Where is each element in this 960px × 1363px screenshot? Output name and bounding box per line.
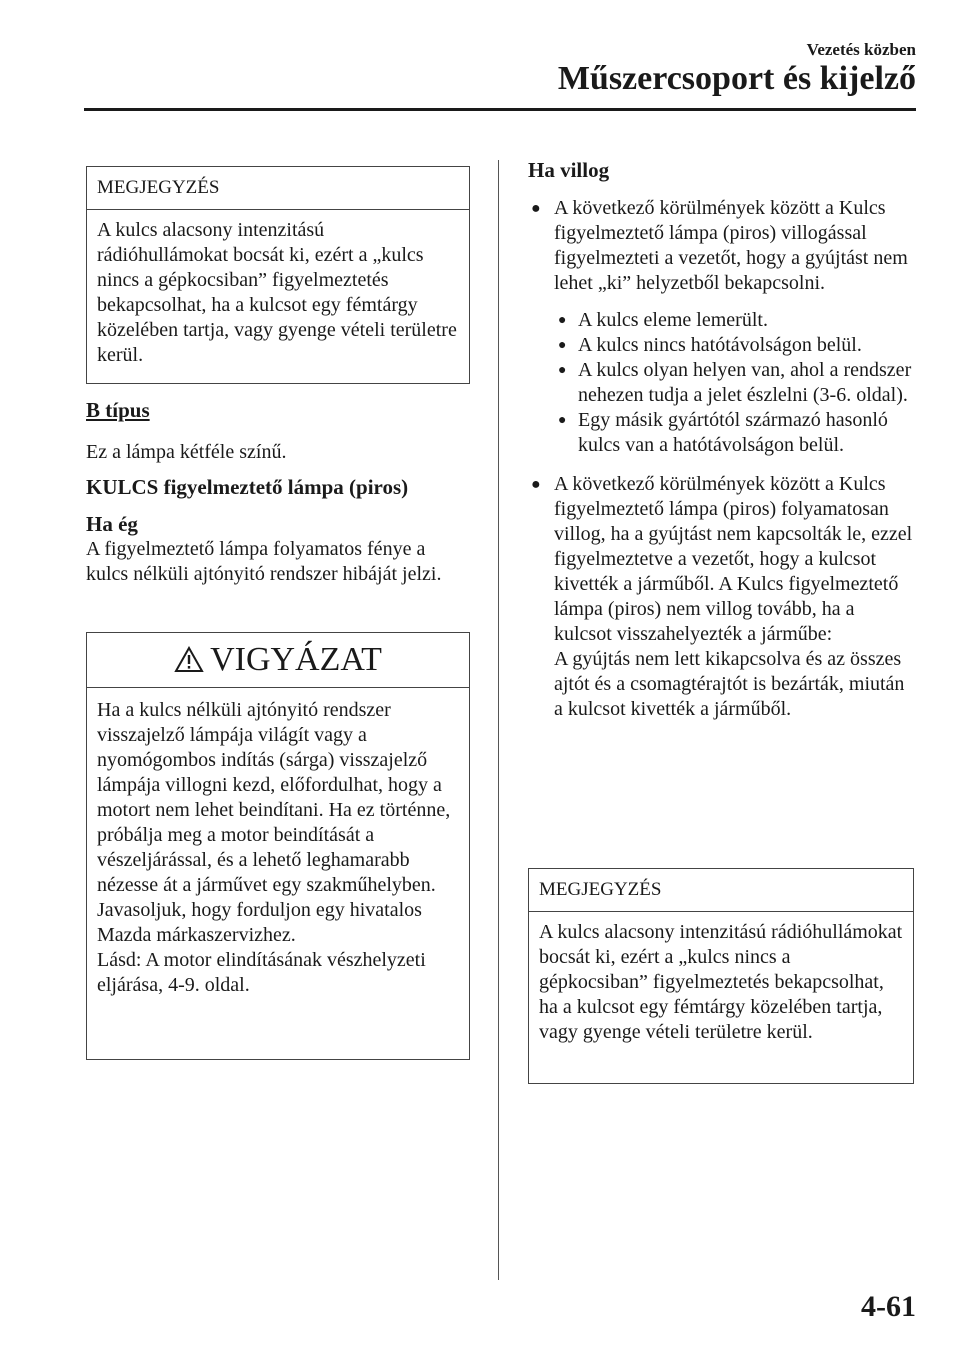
flash-bullet-list bbox=[528, 196, 914, 722]
note-box-1 bbox=[86, 166, 470, 384]
bullet-icon: ● bbox=[558, 363, 567, 378]
key-lamp-heading: KULCS figyelmeztető lámpa (piros) bbox=[86, 475, 409, 499]
list-item bbox=[558, 408, 914, 458]
sub-bullet-text: A kulcs olyan helyen van, ahol a rendszer nehezen tudja a jelet észlelni (3-6. oldal). bbox=[578, 359, 912, 406]
flash-heading: Ha villog bbox=[528, 158, 610, 182]
sub-bullet-text: A kulcs nincs hatótávolságon belül. bbox=[578, 334, 862, 356]
bullet-icon: ● bbox=[558, 413, 567, 428]
caution-box bbox=[86, 632, 470, 1060]
list-item bbox=[558, 358, 914, 408]
note-label: MEGJEGYZÉS bbox=[87, 167, 469, 210]
bullet-icon: ● bbox=[531, 200, 541, 217]
bullet-text-continued: A gyújtás nem lett kikapcsolva és az összes ajtót és a csomagtérajtót is bezárták, miután a kulcsot kivették a járműből. bbox=[554, 648, 905, 720]
sub-bullet-text: A kulcs eleme lemerült. bbox=[578, 309, 768, 331]
warning-triangle-icon bbox=[174, 646, 204, 673]
list-item bbox=[558, 333, 914, 358]
lit-heading: Ha ég bbox=[86, 512, 138, 536]
caution-label: VIGYÁZAT bbox=[210, 641, 382, 678]
list-item bbox=[558, 308, 914, 333]
bullet-text: A következő körülmények között a Kulcs figyelmeztető lámpa (piros) folyamatosan villog, ha a gyújtást nem kapcsolták le, ezzel figyelmeztetve a vezetőt, hogy a kulcsot kivették a járműből. A Kulcs figyelmeztető lámpa (piros) nem villog tovább, ha a kulcsot visszahelyezték a járműbe: bbox=[554, 473, 913, 645]
list-item bbox=[528, 472, 914, 722]
section-title: Műszercsoport és kijelző bbox=[557, 60, 916, 97]
caution-text: Ha a kulcs nélküli ajtónyitó rendszer visszajelző lámpája világít vagy a nyomógombos indítás (sárga) visszajelző lámpája villogni kezd, előfordulhat, hogy a motort nem lehet beindítani. Ha ez történne, próbálja meg a motor beindítását a vészeljárással, és a lehető leghamarabb nézesse át a járművet egy szakműhelyben. Javasoljuk, hogy forduljon egy hivatalos Mazda márkaszervizhez. bbox=[97, 699, 451, 946]
note-box-2 bbox=[528, 868, 914, 1084]
caution-header bbox=[87, 633, 469, 688]
bullet-text: A következő körülmények között a Kulcs figyelmeztető lámpa (piros) villogással figyelmezteti a vezetőt, hogy a gyújtást nem lehet „ki” helyzetből bekapcsolni. bbox=[554, 197, 908, 294]
column-divider bbox=[498, 160, 499, 1280]
bullet-icon: ● bbox=[558, 313, 567, 328]
b-type-description: Ez a lámpa kétféle színű. bbox=[86, 441, 287, 463]
sub-bullet-text: Egy másik gyártótól származó hasonló kulcs van a hatótávolságon belül. bbox=[578, 409, 888, 456]
caution-body bbox=[87, 688, 469, 1008]
section-subtitle: Vezetés közben bbox=[806, 40, 916, 59]
note-label: MEGJEGYZÉS bbox=[529, 869, 913, 912]
bullet-icon: ● bbox=[531, 476, 541, 493]
list-item bbox=[528, 196, 914, 296]
note-text: A kulcs alacsony intenzitású rádióhullámokat bocsát ki, ezért a „kulcs nincs a gépkocsiban” figyelmeztetés bekapcsolhat, ha a kulcsot egy fémtárgy közelében tartja, vagy gyenge vételi területre kerül. bbox=[97, 219, 457, 366]
page-number: 4-61 bbox=[861, 1290, 916, 1323]
b-type-heading: B típus bbox=[86, 398, 150, 422]
header-rule bbox=[84, 108, 916, 111]
note-text: A kulcs alacsony intenzitású rádióhullámokat bocsát ki, ezért a „kulcs nincs a gépkocsiban” figyelmeztetés bekapcsolhat, ha a kulcsot egy fémtárgy közelében tartja, vagy gyenge vételi területre kerül. bbox=[539, 921, 903, 1043]
lit-description: A figyelmeztető lámpa folyamatos fénye a kulcs nélküli ajtónyitó rendszer hibáját jelzi. bbox=[86, 538, 442, 585]
caution-reference: Lásd: A motor elindításának vészhelyzeti eljárása, 4-9. oldal. bbox=[97, 949, 426, 996]
bullet-icon: ● bbox=[558, 338, 567, 353]
